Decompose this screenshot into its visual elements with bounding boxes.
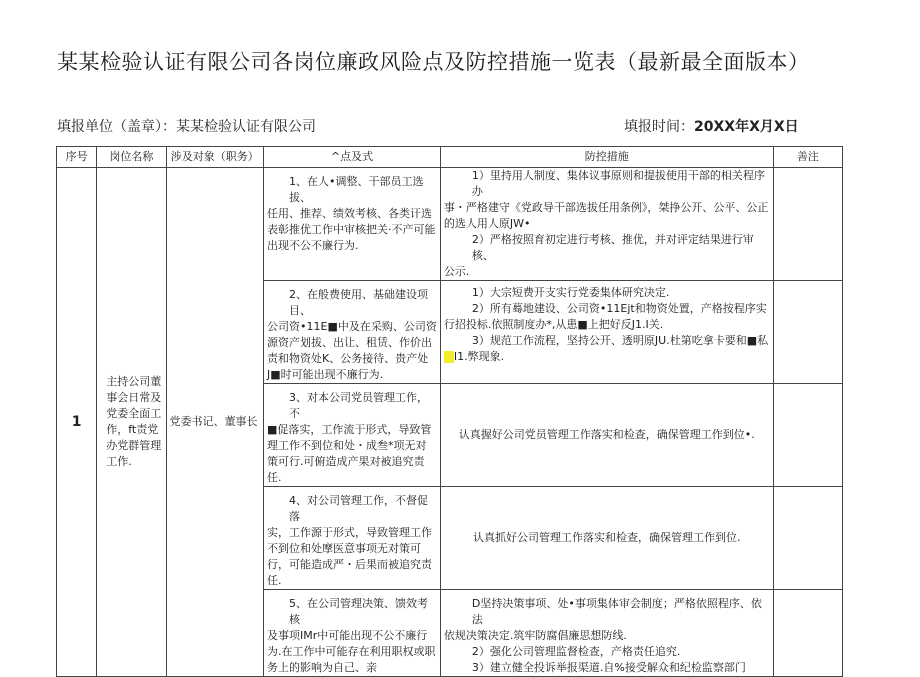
risk-text: [267, 590, 437, 676]
control-cell: [440, 384, 773, 487]
control-cell: [440, 487, 773, 590]
note-cell: [773, 281, 842, 384]
control-rest: 事・严格建守《党政导干部选拔任用条例》，桀挣公开、公平、公正的选人用人原JW•: [443, 201, 769, 230]
header-control: 防控措施: [440, 147, 773, 168]
reporting-unit-label: 填报单位（盖章）：: [57, 119, 176, 135]
control-lead: 1）大宗短费开支实行党委集体研究决定.: [471, 286, 670, 299]
note-cell: [773, 487, 842, 590]
risk-text: [267, 384, 437, 486]
risk-rest: ■促落实，工作流于形式，导致管理工作不到位和处・成叁*项无对策可行.可俯造成产果对被追究责任.: [267, 423, 432, 484]
position-text: 主持公司董事会日常及党委全面工作，ft责党办党群管理工作.: [106, 375, 162, 468]
control-rest: 依规决策决定.筑牢防腐倡廉思想防线.: [443, 629, 627, 642]
risk-table: [56, 146, 843, 677]
control-lead: 2）严格按照育初定进行考核、推优，并对评定结果进行审核、: [471, 233, 754, 262]
control-rest: 公示.: [443, 265, 470, 278]
note-cell: [773, 590, 842, 677]
risk-cell: [264, 384, 441, 487]
control-lead: 3）建立健全投诉举报渠道.自%接受解众和纪检监察部门: [471, 661, 746, 674]
header-object: 涉及对象（职务）: [166, 147, 263, 168]
document-title: 某某检验认证有限公司各岗位廉政风险点及防控措施一览表（最新最全面版本）: [57, 50, 810, 74]
control-lead: 2）强化公司管理监督检查，产格责任追究.: [471, 645, 681, 658]
control-item: [444, 281, 770, 301]
control-cell: [440, 281, 773, 384]
control-text: 认真握好公司党员管理工作落实和检查，确保管理工作到位•.: [458, 428, 755, 441]
control-item: [444, 660, 770, 676]
control-lead: D坚持决策事项、处•事项集体审会制度；严格依照程序、依法: [471, 597, 762, 626]
note-cell: [773, 168, 842, 281]
note-cell: [773, 384, 842, 487]
control-cell: [440, 590, 773, 677]
control-item: [444, 168, 770, 232]
control-lead: 1）里持用人制度、集体议事原则和提拔使用干部的相关程序办: [471, 169, 765, 198]
control-lead: 3）规范工作流程，坚持公开、透明原JU.杜第吃拿卡要和■私: [471, 334, 769, 347]
risk-cell: [264, 487, 441, 590]
reporting-time-label: 填报时间：: [624, 119, 694, 135]
highlight-mark: [444, 351, 454, 363]
risk-lead: 3、对本公司党员管理工作，不: [289, 391, 429, 420]
risk-cell: [264, 590, 441, 677]
table-row: [57, 168, 843, 281]
control-rest: I1.弊现象.: [453, 350, 505, 363]
control-cell: [440, 168, 773, 281]
reporting-time-value: 20XX年X月X日: [694, 119, 799, 135]
risk-lead: 5、在公司管理决策、馈效考核: [289, 597, 429, 626]
control-item: [444, 590, 770, 644]
control-item: [444, 644, 770, 660]
reporting-time: [624, 116, 799, 136]
control-lead: 2）所有蓦地建设、公司资•11Ejt和物资处置，产格按程序实: [471, 302, 767, 315]
risk-cell: [264, 281, 441, 384]
risk-lead: 4、对公司管理工作，不督促落: [289, 494, 429, 523]
risk-text: [267, 168, 437, 254]
reporting-unit: [57, 116, 316, 136]
control-item: [444, 333, 770, 365]
risk-rest: 及事项IMr中可能出现不公不廉行为.在工作中可能存在利用职权或职务上的影响为自己、亲: [267, 629, 436, 674]
risk-rest: 任用、推荐、绩效考核、各类讦选表彰推优工作中审核把关·不产可能出现不公不廉行为.: [267, 207, 436, 252]
table-header-row: [57, 147, 843, 168]
header-note: 善注: [773, 147, 842, 168]
row-seq: 1: [57, 168, 97, 677]
control-text: 认真抓好公司管理工作落实和检查，确保管理工作到位.: [473, 531, 741, 544]
risk-lead: 1、在人•调整、干部员工选拔、: [289, 175, 424, 204]
header-seq: 序号: [57, 147, 97, 168]
row-object: 党委书记、董事长: [166, 168, 263, 677]
risk-text: [267, 487, 437, 589]
risk-lead: 2、在般费使用、基础建设项目、: [289, 288, 429, 317]
control-item: [444, 232, 770, 280]
header-position: 岗位名称: [97, 147, 166, 168]
control-rest: 行招投标.依照制度办*,从患■上把好反J1.I关.: [443, 318, 664, 331]
header-risk: ^点及式: [264, 147, 441, 168]
risk-text: [267, 281, 437, 383]
risk-rest: 实，工作源于形式，导致管理工作不到位和处摩医意事项无对策可行，可能造成严・后果而被追究责任.: [267, 526, 433, 587]
reporting-unit-value: 某某检验认证有限公司: [176, 119, 316, 135]
risk-rest: 公司资•11E■中及在采购、公司资源资产划拔、出让、租赁、作价出责和物资处K、公务接待、贵产处J■时可能出现不廉行为.: [267, 320, 437, 381]
risk-cell: [264, 168, 441, 281]
row-position: [97, 168, 166, 677]
control-item: [444, 301, 770, 333]
